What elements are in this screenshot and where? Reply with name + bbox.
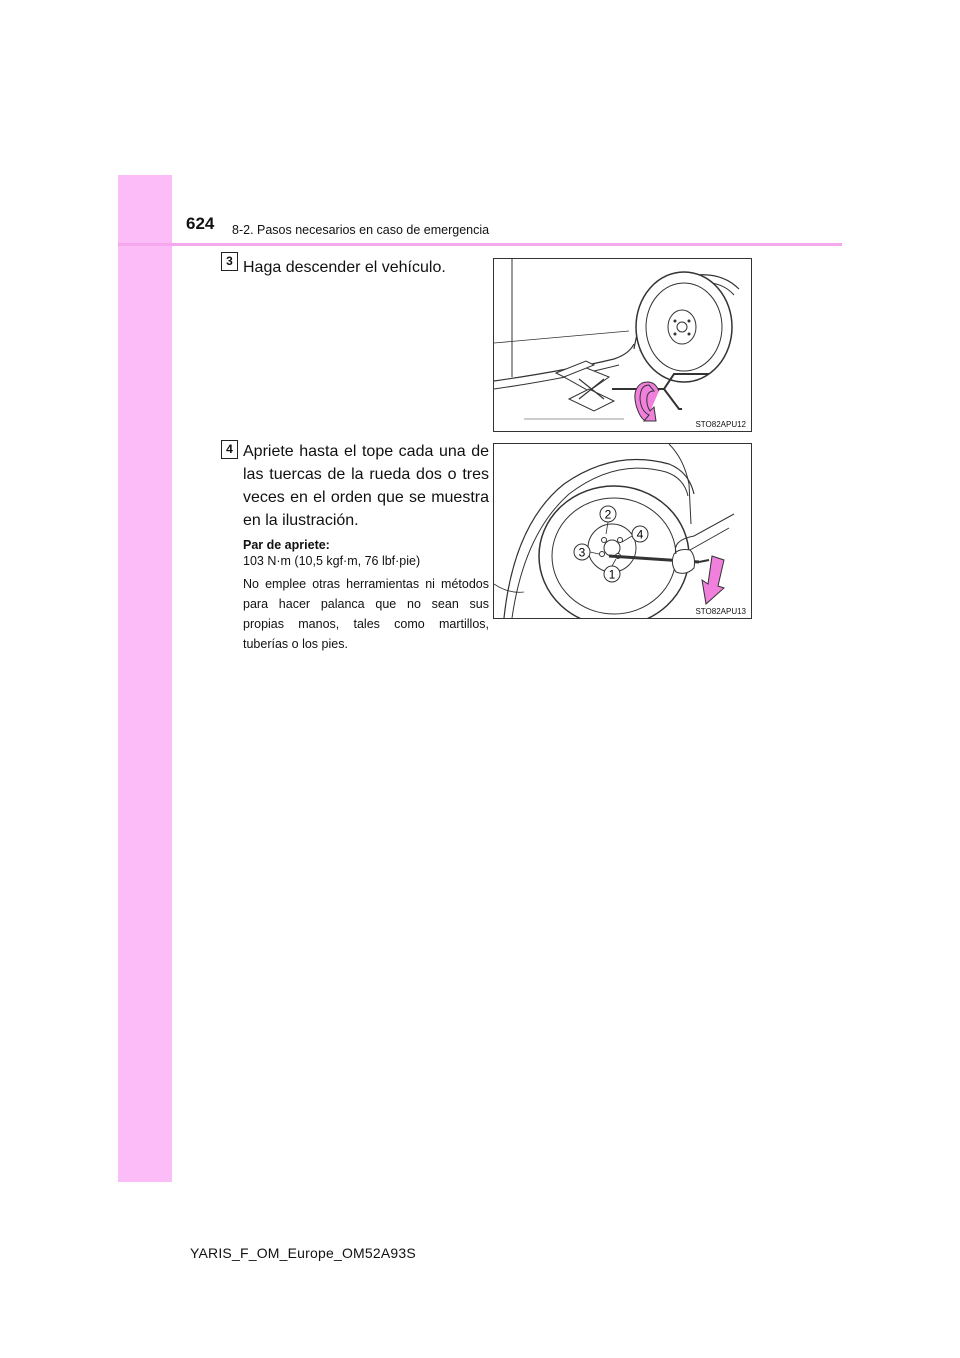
jack-lowering-illustration bbox=[494, 259, 751, 431]
step-3-badge: 3 bbox=[221, 252, 238, 271]
step-4-text: Apriete hasta el tope cada una de las tuercas de la rueda dos o tres veces en el orden que se muestra en la ilustración. bbox=[243, 443, 489, 529]
step-4-badge: 4 bbox=[221, 440, 238, 459]
step-3-text: Haga descender el vehículo. bbox=[243, 259, 446, 276]
lug-nut-order-illustration bbox=[494, 444, 751, 618]
torque-label: Par de apriete: bbox=[243, 538, 330, 552]
figure-lower-vehicle bbox=[493, 258, 752, 432]
nut-order-2: 2 bbox=[604, 507, 612, 522]
nut-order-3: 3 bbox=[578, 545, 586, 560]
figure-tighten-nuts bbox=[493, 443, 752, 619]
nut-order-4: 4 bbox=[636, 527, 644, 542]
torque-value: 103 N·m (10,5 kgf·m, 76 lbf·pie) bbox=[243, 554, 421, 568]
section-title: 8-2. Pasos necesarios en caso de emergencia bbox=[232, 223, 490, 237]
figure-code: STO82APU13 bbox=[695, 607, 746, 616]
page-number: 624 bbox=[186, 214, 215, 233]
nut-order-1: 1 bbox=[608, 567, 616, 582]
tool-warning-note: No emplee otras herramientas ni métodos para hacer palanca que no sean sus propias manos, tales como martillos, tuberías o los pies. bbox=[243, 577, 489, 651]
footer-doc-code: YARIS_F_OM_Europe_OM52A93S bbox=[190, 1245, 416, 1261]
chapter-sidebar-tab bbox=[118, 175, 172, 1182]
header-rule bbox=[118, 243, 842, 246]
figure-code: STO82APU12 bbox=[695, 420, 746, 429]
